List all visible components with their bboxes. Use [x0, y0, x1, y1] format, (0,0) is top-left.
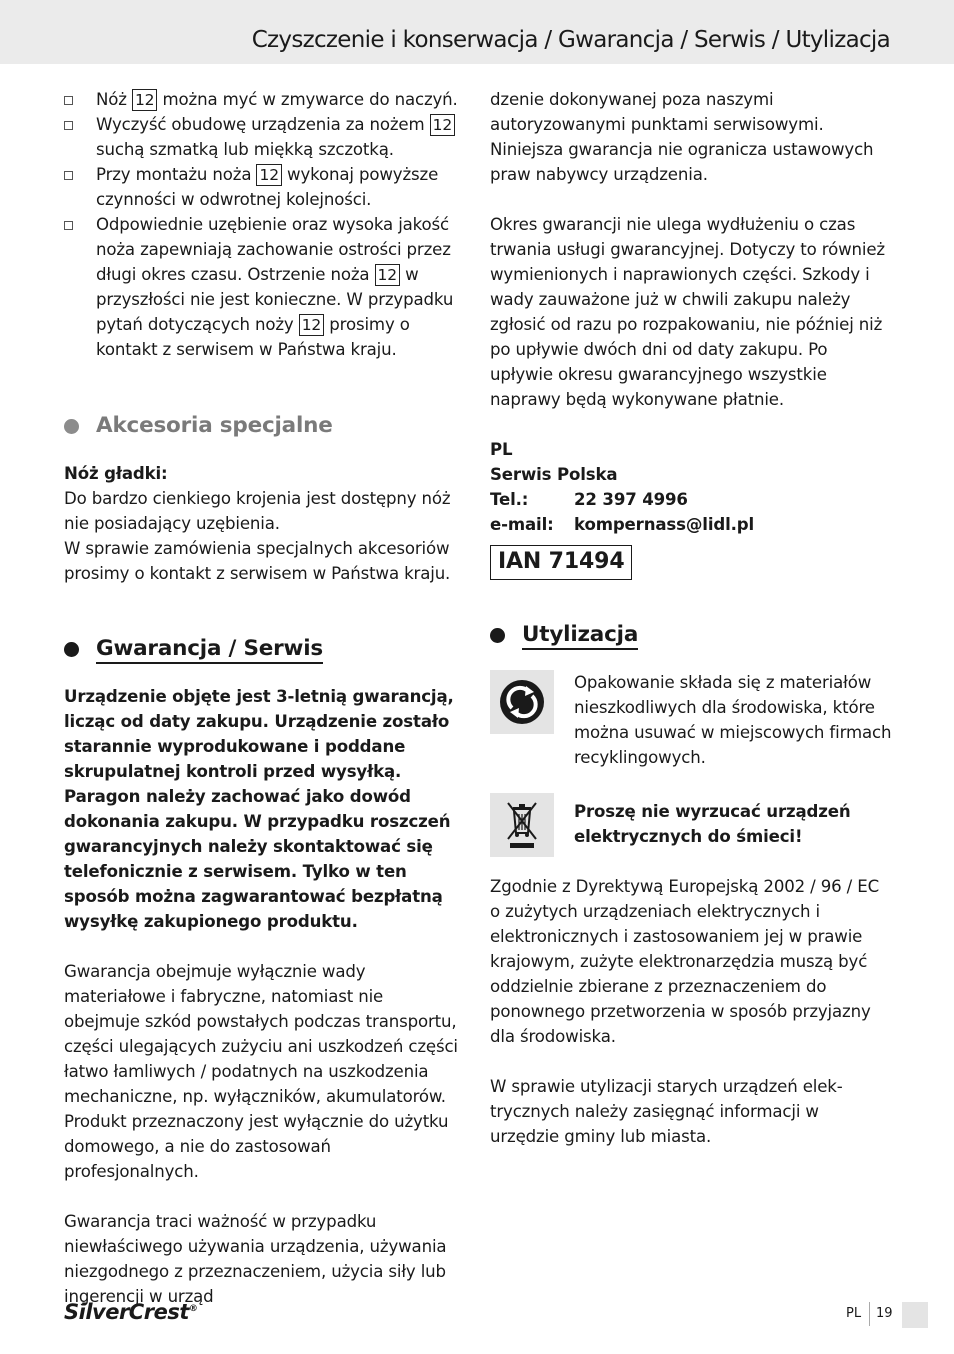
weee-info — [490, 793, 892, 857]
disposal-heading: Utylizacja — [490, 620, 892, 650]
bullet-square-icon — [64, 171, 73, 180]
part-ref: 12 — [299, 314, 324, 336]
bullet-square-icon — [64, 96, 73, 105]
directive-text: Zgodnie z Dyrektywą Europejską 2002 / 96 / EC o zużytych urządzeniach elektrycznych i elektronicznych i zastosowaniem jej w prawie krajowym, zużyte elektronarzędzia muszą być oddzielnie zbierane z przeznaczeniem do ponownego przetworzenia w sposób przyjazny dla środowiska. — [490, 877, 880, 1046]
warranty-period-text: Okres gwarancji nie ulega wydłużeniu o czas trwania usługi gwarancyjnej. Dotyczy to również wymienionych i naprawionych części. Szkody i wady zauważone już w chwili zakupu należy zgłosić od razu po rozpakowaniu, nie później niż po upływie dwóch dni od daty zakupu. Po upływie okresu gwarancyjnego wszystkie naprawy będą wykonywane płatnie. — [490, 215, 885, 409]
recycling-icon — [490, 670, 554, 734]
page-number: 19 — [876, 1306, 893, 1321]
list-item: Nóż 12 można myć w zmywarce do naczyń. — [64, 87, 464, 112]
page-tab-marker — [902, 1302, 928, 1328]
part-ref: 12 — [430, 114, 455, 136]
contact-service-name: Serwis Polska — [490, 465, 618, 484]
part-ref: 12 — [375, 264, 400, 286]
warranty-heading: Gwarancja / Serwis — [64, 634, 464, 664]
phone-number: 22 397 4996 — [574, 490, 688, 509]
contact-country: PL — [490, 440, 513, 459]
contact-email-row — [490, 512, 892, 537]
email-label: e-mail: — [490, 515, 554, 534]
packaging-info — [490, 670, 892, 770]
weee-warning-text: Proszę nie wyrzucać urządzeń elektrycznych do śmieci! — [574, 802, 851, 846]
warranty-continuation-text: dzenie dokonywanej poza naszymi autoryzowanymi punktami serwisowymi. Niniejsza gwarancja nie ogranicza ustawowych praw nabywcy urządzenia. — [490, 90, 874, 184]
accessories-subheading: Nóż gładki: — [64, 464, 168, 483]
accessories-order-text: W sprawie zamówienia specjalnych akcesoriów prosimy o kontakt z serwisem w Państwa kraju. — [64, 539, 451, 583]
bullet-dot-icon — [64, 419, 79, 434]
cleaning-list — [64, 87, 464, 362]
part-ref: 12 — [256, 164, 281, 186]
warranty-void-text: Gwarancja traci ważność w przypadku niewłaściwego używania urządzenia, używania niezgodnego z przeznaczeniem, użycia siły lub ingerencji w urząd — [64, 1212, 447, 1306]
list-item: Wyczyść obudowę urządzenia za nożem 12 suchą szmatką lub miękką szczotką. — [64, 112, 464, 162]
footer-language: PL — [846, 1306, 862, 1321]
accessories-heading: Akcesoria specjalne — [64, 411, 464, 441]
left-column — [64, 87, 464, 1309]
bullet-square-icon — [64, 121, 73, 130]
bullet-dot-icon — [64, 642, 79, 657]
footer-divider — [869, 1302, 870, 1326]
accessories-text: Do bardzo cienkiego krojenia jest dostępny nóż nie posiadający uzębienia. — [64, 489, 451, 533]
list-item: Przy montażu noża 12 wykonaj powyższe czynności w odwrotnej kolejności. — [64, 162, 464, 212]
email-address: kompernass@lidl.pl — [574, 515, 755, 534]
bullet-dot-icon — [490, 628, 505, 643]
service-contact — [490, 437, 892, 537]
contact-phone-row — [490, 487, 892, 512]
warranty-coverage-text: Gwarancja obejmuje wyłącznie wady materiałowe i fabryczne, natomiast nie obejmuje szkód powstałych podczas transportu, części ulegających zużyciu ani uszkodzeń części łatwo łamliwych / podatnych na uszkodzenia mechaniczne, np. wyłączników, akumulatorów. Produkt przeznaczony jest wyłącznie do użytku domowego, a nie do zastosowań profesjonalnych. — [64, 962, 458, 1181]
ian-badge: IAN 71494 — [490, 545, 632, 580]
phone-label: Tel.: — [490, 490, 529, 509]
warranty-intro: Urządzenie objęte jest 3-letnią gwarancją, licząc od daty zakupu. Urządzenie zostało starannie wyprodukowane i poddane skrupulatnej kontroli przed wysyłką. Paragon należy zachować jako dowód dokonania zakupu. W przypadku roszczeń gwarancyjnych należy skontaktować się telefonicznie z serwisem. Tylko w ten sposób można zagwarantować bezpłatną wysyłkę zakupionego produktu. — [64, 687, 454, 931]
part-ref: 12 — [132, 89, 157, 111]
page-title: Czyszczenie i konserwacja / Gwarancja / Serwis / Utylizacja — [251, 27, 890, 53]
right-column — [490, 87, 892, 1149]
packaging-text: Opakowanie składa się z materiałów nieszkodliwych dla środowiska, które można usuwać w miejscowych firmach recyklingowych. — [574, 673, 892, 767]
bullet-square-icon — [64, 221, 73, 230]
disposal-info-text: W sprawie utylizacji starych urządzeń elek-trycznych należy zasięgnąć informacji w urzędzie gminy lub miasta. — [490, 1077, 843, 1146]
list-item: Odpowiednie uzębienie oraz wysoka jakość noża zapewniają zachowanie ostrości przez długi okres czasu. Ostrzenie noża 12 w przyszłości nie jest konieczne. W przypadku pytań dotyczących noży 12 prosimy o kontakt z serwisem w Państwa kraju. — [64, 212, 464, 362]
crossed-out-bin-icon — [490, 793, 554, 857]
brand-logo: SilverCrest® — [64, 1300, 198, 1324]
